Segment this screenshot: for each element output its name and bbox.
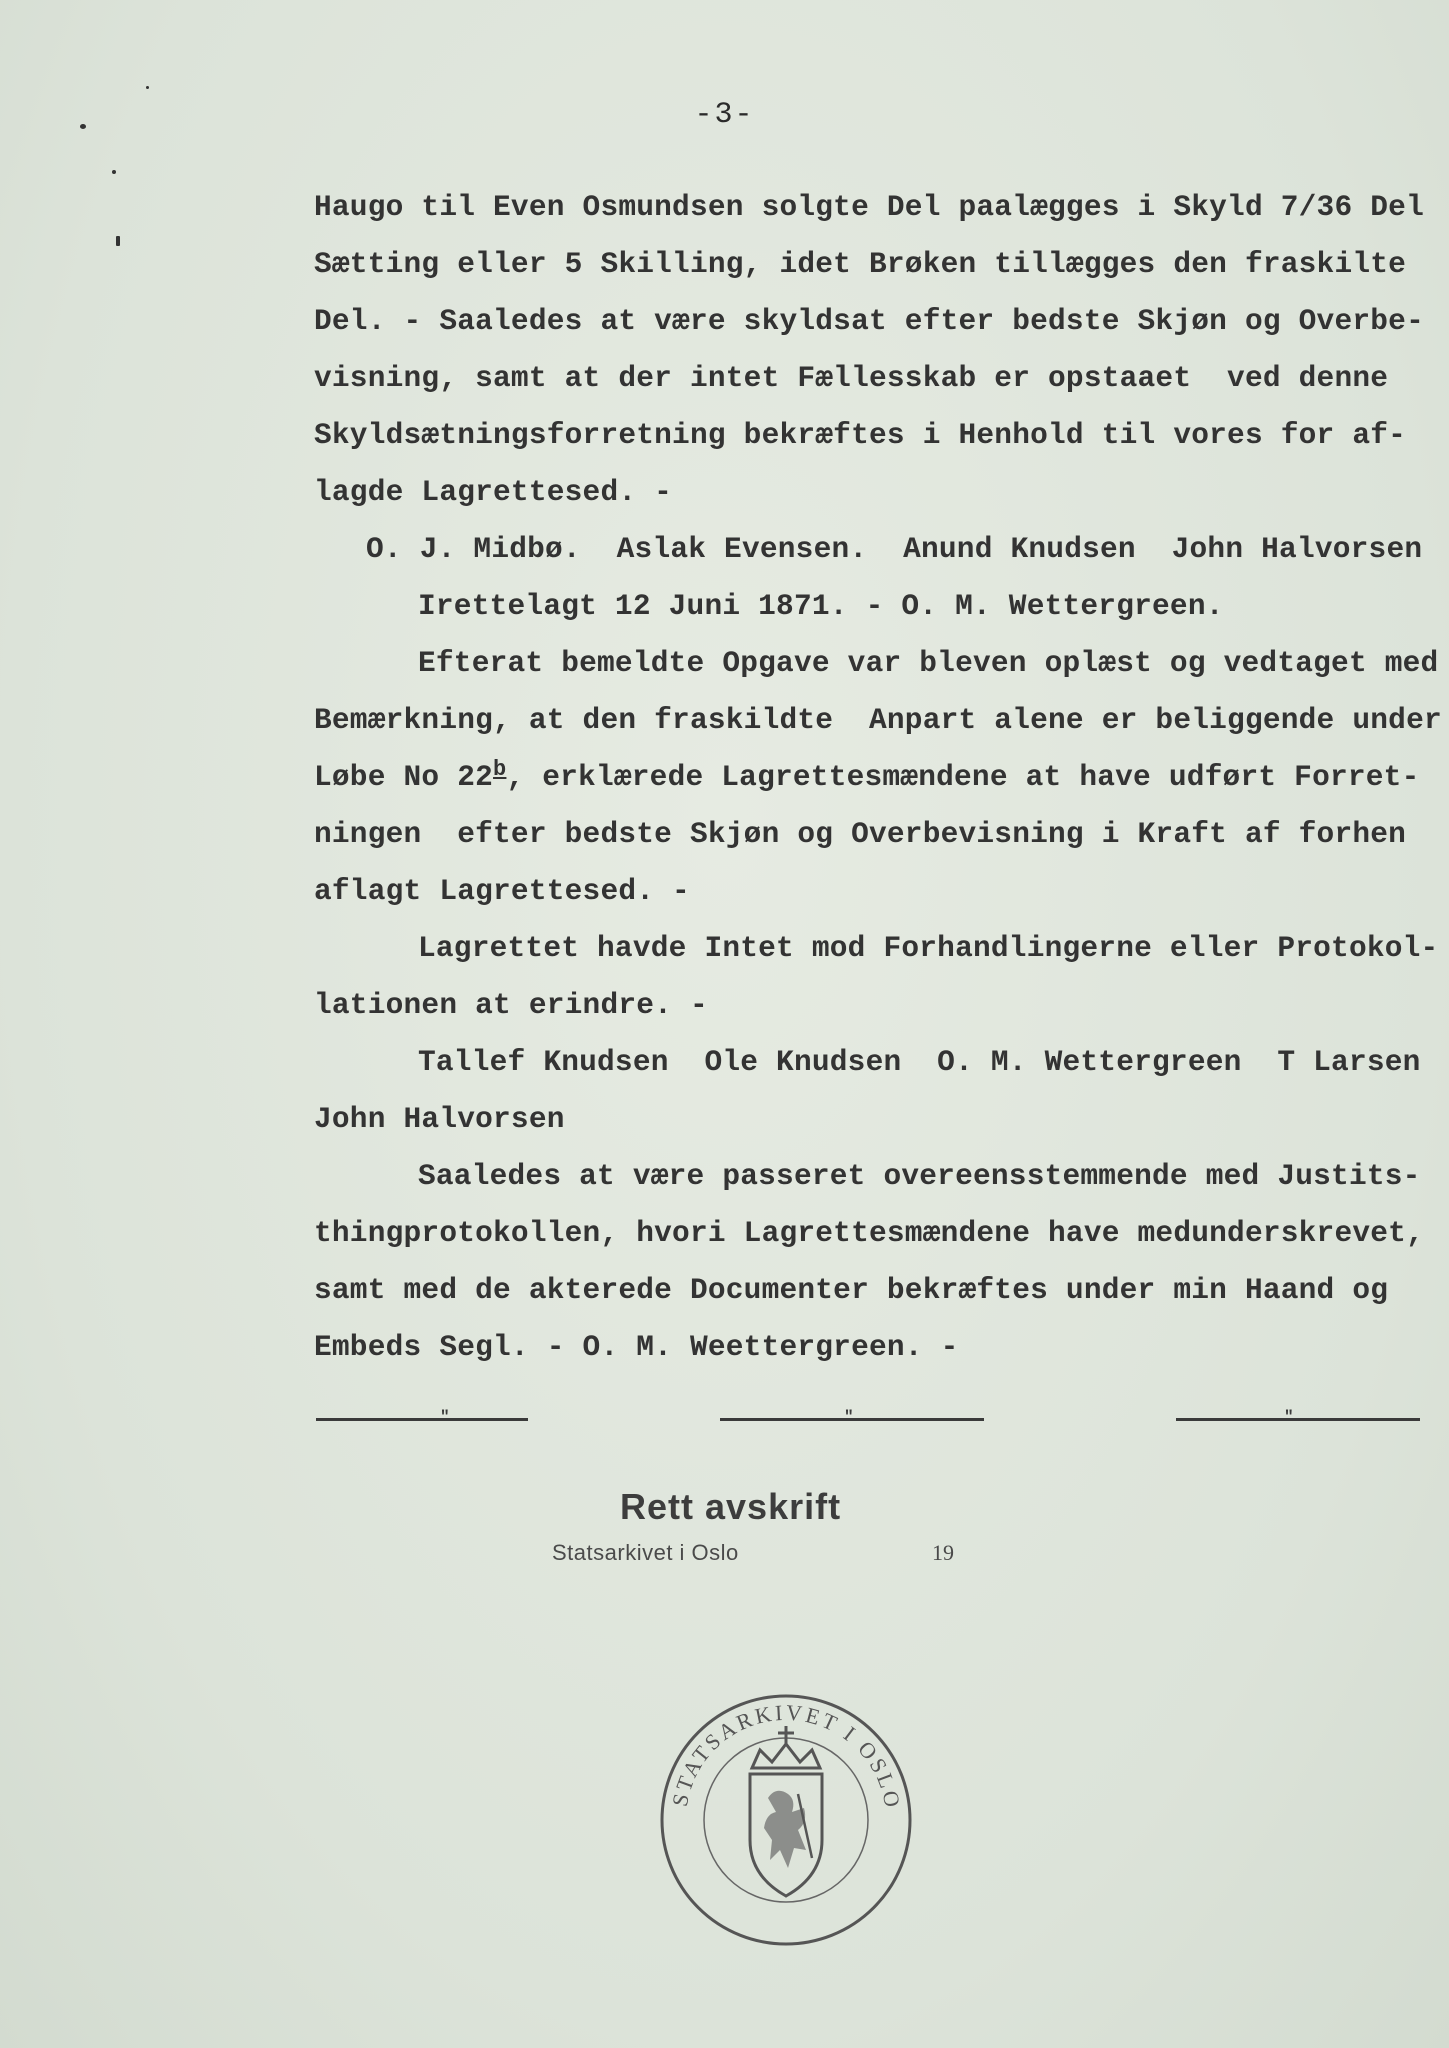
text-line-10: Bemærkning, at den fraskildte Anpart alene er beliggende under [314,703,1442,737]
stamp-year: 19 [932,1540,954,1565]
text-line-13: aflagt Lagrettesed. - [314,874,690,908]
closing-rule-left [316,1418,528,1421]
text-line-11 [314,757,1420,797]
closing-rule-right-mark: " [1284,1408,1294,1426]
archive-seal-icon [656,1690,916,1950]
closing-rule-left-mark: " [440,1408,450,1426]
text-line-6: lagde Lagrettesed. - [314,475,673,509]
closing-rule-right [1176,1418,1420,1421]
text-line-4: visning, samt at der intet Fællesskab er opstaaet ved denne [314,361,1389,395]
text-line-18: Saaledes at være passeret overeensstemmende med Justits- [418,1159,1421,1193]
speck [112,170,116,174]
svg-text:STATSARKIVET I OSLO: STATSARKIVET I OSLO [666,1699,906,1812]
text-line-3: Del. - Saaledes at være skyldsat efter bedste Skjøn og Overbe- [314,304,1424,338]
signature-line-1: O. J. Midbø. Aslak Evensen. Anund Knudsen John Halvorsen [366,532,1423,566]
text-line-21: Embeds Segl. - O. M. Weettergreen. - [314,1330,959,1364]
text-line-8: Irettelagt 12 Juni 1871. - O. M. Wettergreen. [418,589,1224,623]
text-line-9: Efterat bemeldte Opgave var bleven oplæst og vedtaget med [418,646,1439,680]
text-line-15: lationen at erindre. - [314,988,708,1022]
text-line-19: thingprotokollen, hvori Lagrettesmændene have medunderskrevet, [314,1216,1424,1250]
superscript-b: b [493,757,507,782]
speck [80,124,86,129]
stamp-subtitle: Statsarkivet i Oslo [552,1540,739,1565]
closing-rule-middle-mark: " [844,1408,854,1426]
page-number: -3- [694,98,755,132]
text-line-20: samt med de akterede Documenter bekræftes under min Haand og [314,1273,1389,1307]
text-line-5: Skyldsætningsforretning bekræftes i Henhold til vores for af- [314,418,1407,452]
stamp-title: Rett avskrift [620,1486,842,1527]
text-line-12: ningen efter bedste Skjøn og Overbevisning i Kraft af forhen [314,817,1407,851]
signature-line-2: Tallef Knudsen Ole Knudsen O. M. Wettergreen T Larsen [418,1045,1421,1079]
text-line-11-end: , erklærede Lagrettesmændene at have udført Forret- [506,760,1420,794]
text-line-14: Lagrettet havde Intet mod Forhandlingerne eller Protokol- [418,931,1439,965]
signature-line-3: John Halvorsen [314,1102,565,1136]
speck [146,86,149,89]
text-line-2: Sætting eller 5 Skilling, idet Brøken tillægges den fraskilte [314,247,1407,281]
speck [116,236,120,246]
text-line-1: Haugo til Even Osmundsen solgte Del paalægges i Skyld 7/36 Del [314,190,1424,224]
text-line-11-start: Løbe No 22 [314,760,494,794]
